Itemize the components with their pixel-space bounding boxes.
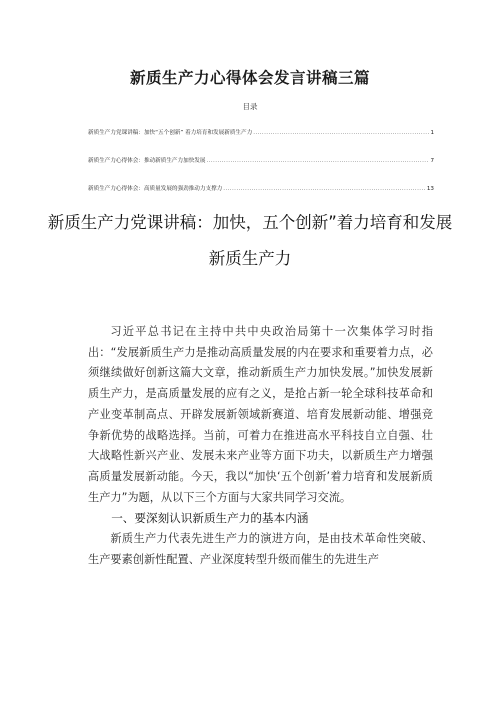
section-subheading: 一、要深刻认识新质生产力的基本内涵 (111, 511, 309, 526)
toc-leader-dots (206, 158, 429, 164)
body-paragraph: 新质生产力代表先进生产力的演进方向，是由技术革命性突破、生产要素创新性配置、产业深度转型升级而催生的先进生产 (88, 532, 433, 566)
body-paragraph: 习近平总书记在主持中共中央政治局第十一次集体学习时指出：“发展新质生产力是推动高质量发展的内在要求和重要着力点，必须继续做好创新这篇大文章，推动新质生产力加快发展。”加快发展新质生产力，是高质量发展的应有之义，是抢占新一轮全球科技革命和产业变革制高点、开辟发展新领域新赛道、培育发展新动能、增强竞争新优势的战略选择。当前，可着力在推进高水平科技自立自强、壮大战略性新兴产业、发展未来产业等方面下功夫，以新质生产力增强高质量发展新动能。今天，我以“加快‘五个创新’着力培育和发展新质生产力”为题，从以下三个方面与大家共同学习交流。 (88, 325, 433, 504)
toc-entry-1[interactable] (88, 128, 434, 156)
toc-entry-text: 新质生产力党课讲稿：加快“五个创新” 着力培育和发展新质生产力 (88, 130, 253, 136)
body-text (88, 322, 433, 570)
toc-heading: 目录 (242, 102, 258, 111)
document-title: 新质生产力心得体会发言讲稿三篇 (129, 69, 370, 87)
toc-entry-text: 新质生产力心得体会：推动新质生产力加快发展 (88, 158, 206, 164)
table-of-contents (88, 128, 434, 212)
toc-entry-page: 1 (430, 130, 434, 136)
toc-leader-dots (223, 186, 426, 192)
toc-entry-2[interactable] (88, 156, 434, 184)
toc-entry-page: 13 (426, 186, 434, 192)
section-title: 新质生产力党课讲稿：加快，五个创新”着力培育和发展新质生产力 (47, 213, 453, 268)
toc-entry-page: 7 (430, 158, 434, 164)
toc-leader-dots (253, 130, 429, 136)
toc-entry-text: 新质生产力心得体会：高质量发展的强劲推动力支撑力 (88, 186, 223, 192)
